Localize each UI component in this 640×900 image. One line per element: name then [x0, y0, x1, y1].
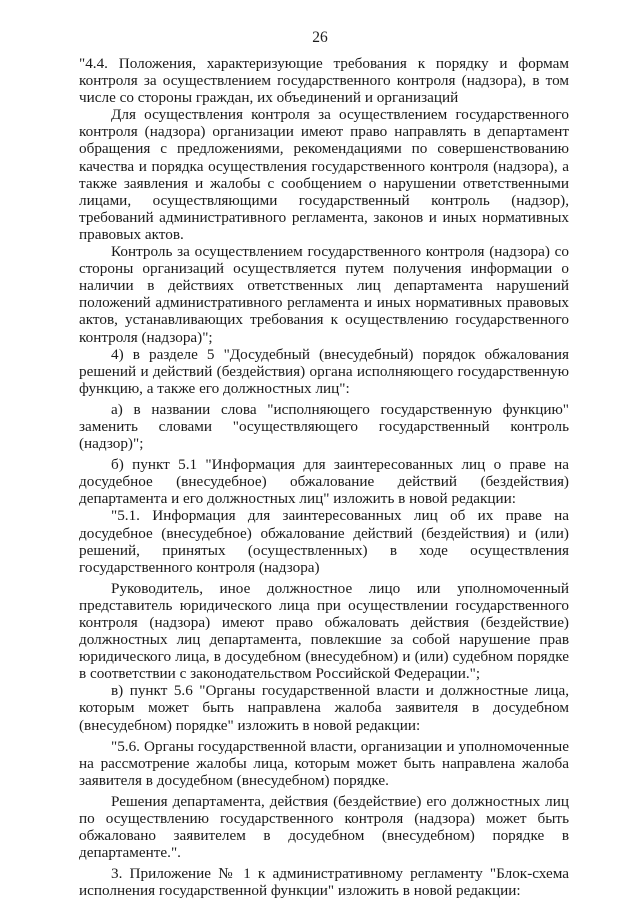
paragraph-item-a: а) в названии слова "исполняющего государственную функцию" заменить словами "осуществляющего государственный контроль (надзор)"; [79, 400, 569, 453]
paragraph-organizations-rights: Для осуществления контроля за осуществлением государственного контроля (надзора) организации имеют право направлять в департамент обращения с предложениями, рекомендациями по совершенствованию качества и порядка осуществления государственного контроля (надзора), а также заявления и жалобы с сообщением о нарушении ответственными лицами, осуществляющими государственный контроль (надзор), требований административного регламента, законов и иных нормативных правовых актов. [79, 106, 569, 243]
paragraph-clause-5-6: "5.6. Органы государственной власти, организации и уполномоченные на рассмотрение жалобы лица, которым может быть направлена жалоба заявителя в досудебном (внесудебном) порядке. [79, 737, 569, 789]
paragraph-control-by-organizations: Контроль за осуществлением государственного контроля (надзора) со стороны организаций осуществляется путем получения информации о наличии в действиях ответственных лиц департамента нарушений положений административного регламента и иных нормативных правовых актов, устанавливающих требования к осуществлению государственного контроля (надзора)"; [79, 243, 569, 346]
paragraph-department-decisions: Решения департамента, действия (бездействие) его должностных лиц по осуществлению государственного контроля (надзора) может быть обжаловано заявителем в досудебном (внесудебном) порядке в департаменте.". [79, 792, 569, 862]
paragraph-item-v: в) пункт 5.6 "Органы государственной власти и должностные лица, которым может быть направлена жалоба заявителя в досудебном (внесудебном) порядке" изложить в новой редакции: [79, 682, 569, 734]
page-number: 26 [312, 29, 328, 46]
paragraph-appendix-1: 3. Приложение № 1 к административному регламенту "Блок-схема исполнения государственной функции" изложить в новой редакции: [79, 865, 569, 900]
paragraph-right-to-appeal: Руководитель, иное должностное лицо или уполномоченный представитель юридического лица при осуществлении государственного контроля (надзора) имеют право обжаловать действия (бездействие) должностных лиц департамента, повлекшие за собой нарушение прав юридического лица, в досудебном (внесудебном) и (или) судебном порядке в соответствии с законодательством Российской Федерации."; [79, 579, 569, 683]
paragraph-item-b: б) пункт 5.1 "Информация для заинтересованных лиц о праве на досудебное (внесудебное) обжалование действий (бездействия) департамента и его должностных лиц" изложить в новой редакции: [79, 456, 569, 508]
paragraph-clause-5-1: "5.1. Информация для заинтересованных лиц об их праве на досудебное (внесудебное) обжалование действий (бездействия) и (или) решений, принятых (осуществленных) в ходе осуществления государственного контроля (надзора) [79, 507, 569, 576]
paragraph-section-5-amendment: 4) в разделе 5 "Досудебный (внесудебный) порядок обжалования решений и действий (бездействия) органа исполняющего государственную функцию, а также его должностных лиц": [79, 345, 569, 397]
paragraph-section-4-4-heading: "4.4. Положения, характеризующие требования к порядку и формам контроля за осуществлением государственного контроля (надзора), в том числе со стороны граждан, их объединений и организаций [79, 55, 569, 107]
document-body [79, 0, 569, 900]
